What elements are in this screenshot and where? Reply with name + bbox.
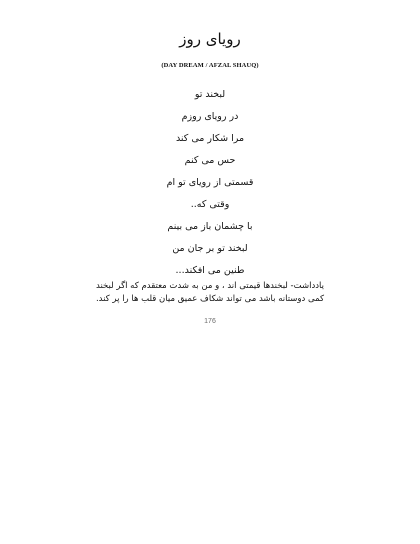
poem-line: حس می کنم <box>184 155 236 166</box>
poem-line: طنین می افکند... <box>175 265 245 276</box>
footnote-line: یادداشت- لبخندها قیمتی اند ، و من به شدت معتقدم که اگر لبخند <box>96 281 324 291</box>
poem-line: با چشمان باز می بینم <box>167 221 253 232</box>
poem-line: در رویای روزم <box>181 111 239 122</box>
poem-subtitle: (DAY DREAM / AFZAL SHAUQ) <box>161 62 259 69</box>
poem-line: مرا شکار می کند <box>175 133 245 144</box>
footnote <box>60 280 360 306</box>
page-number: 176 <box>204 318 216 325</box>
poem-body <box>0 84 420 282</box>
poem-line: لبخند تو بر جان من <box>172 243 248 254</box>
poem-title: رویای روز <box>179 30 241 48</box>
footnote-line: کمی دوستانه باشد می تواند شکاف عمیق میان قلب ها را پر کند. <box>95 294 325 304</box>
poem-line: قسمتی از رویای تو ام <box>166 177 254 188</box>
poem-line: لبخند تو <box>194 89 226 100</box>
poem-line: وقتی که.. <box>190 199 230 210</box>
